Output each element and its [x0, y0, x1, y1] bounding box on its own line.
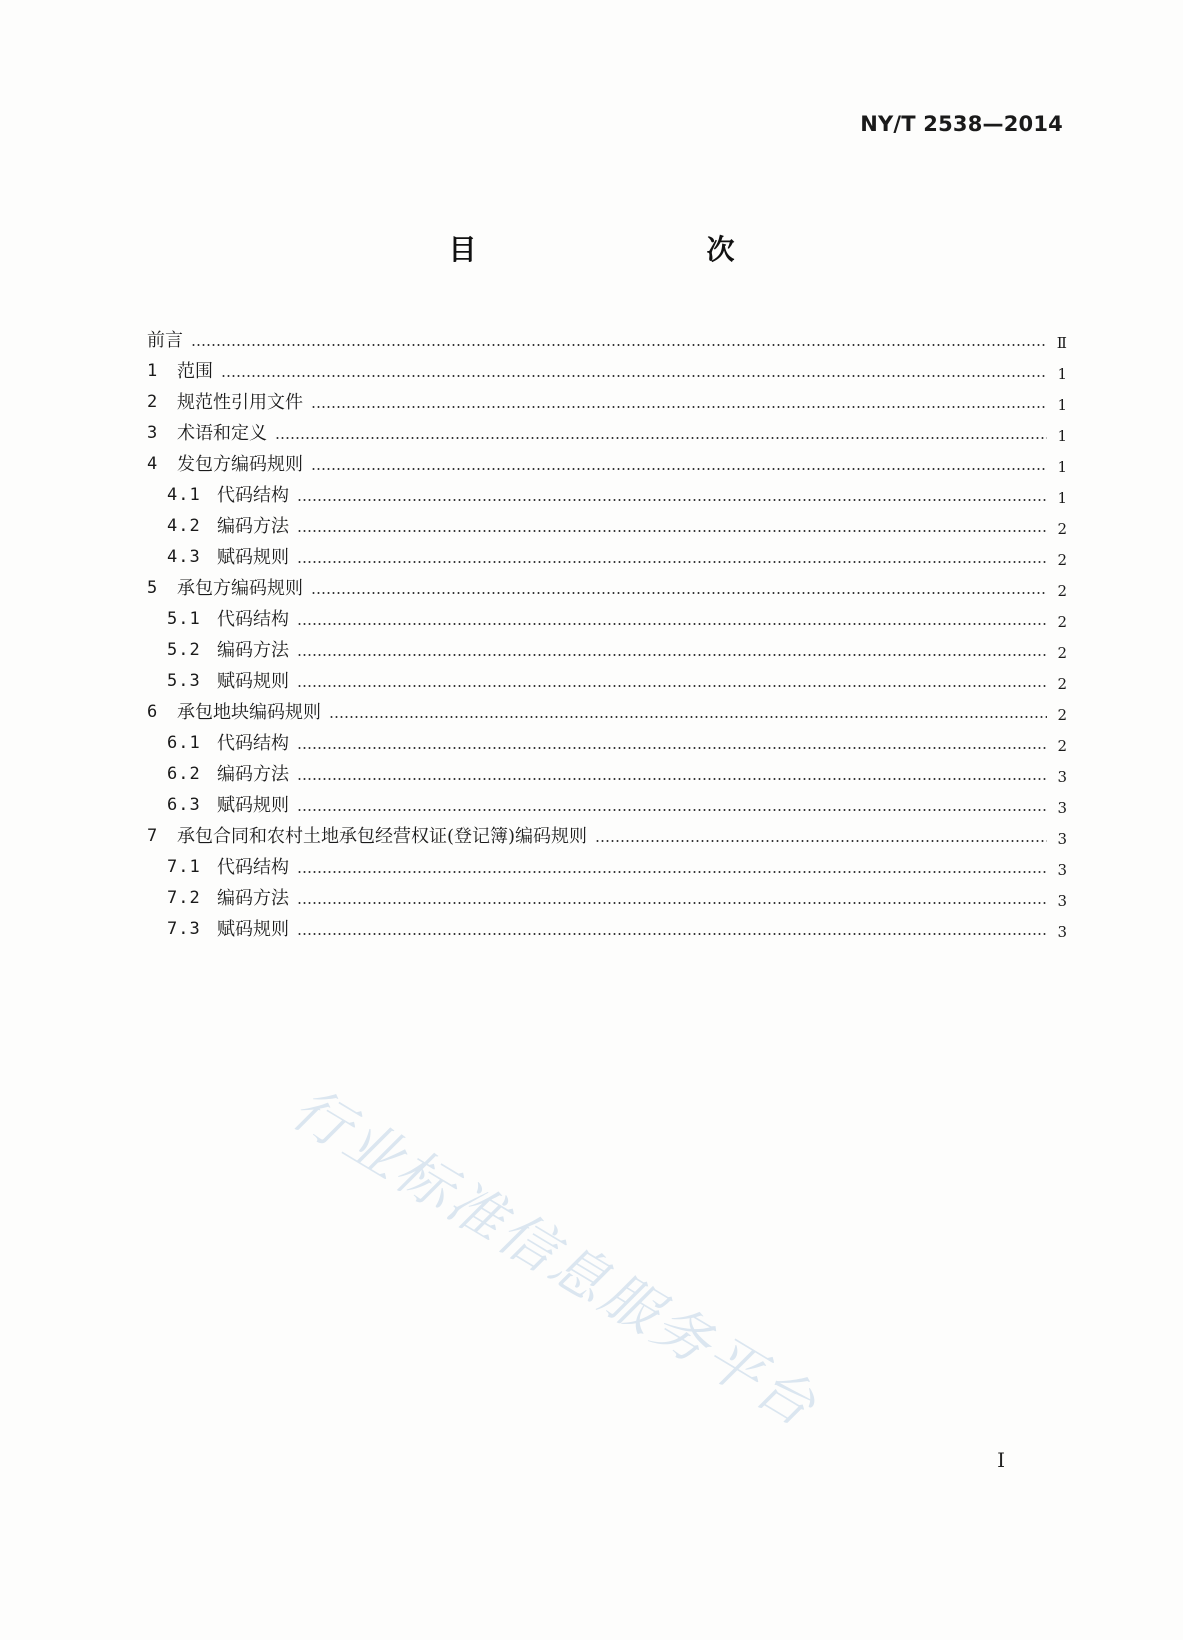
- toc-entry[interactable]: [147, 635, 1067, 666]
- toc-entry-number: 5.3: [167, 671, 201, 691]
- toc-leader-dots: [297, 809, 1047, 811]
- toc-entry[interactable]: [147, 449, 1067, 480]
- toc-entry[interactable]: [147, 480, 1067, 511]
- toc-entry-number: 4.2: [167, 516, 201, 536]
- toc-leader-dots: [297, 747, 1047, 749]
- toc-entry[interactable]: [147, 852, 1067, 883]
- toc-entry-title: 承包合同和农村土地承包经营权证(登记簿)编码规则: [177, 826, 588, 847]
- toc-entry-title: 编码方法: [217, 640, 289, 661]
- toc-entry-title: 承包方编码规则: [177, 578, 303, 599]
- toc-leader-dots: [275, 437, 1047, 439]
- toc-entry-title: 代码结构: [217, 609, 289, 630]
- toc-entry-page: 2: [1057, 737, 1067, 755]
- toc-entry[interactable]: [147, 604, 1067, 635]
- toc-entry-title: 范围: [177, 361, 213, 382]
- toc-entry-title: 编码方法: [217, 764, 289, 785]
- toc-entry-page: 3: [1057, 830, 1067, 848]
- standard-code: NY/T 2538—2014: [860, 112, 1063, 136]
- toc-leader-dots: [297, 685, 1047, 687]
- toc-leader-dots: [311, 406, 1047, 408]
- toc-entry-page: 2: [1057, 551, 1067, 569]
- toc-entry-page: 2: [1057, 520, 1067, 538]
- toc-entry-number: 5: [147, 578, 158, 598]
- toc-entry-page: 1: [1057, 396, 1067, 414]
- toc-entry[interactable]: [147, 356, 1067, 387]
- toc-entry-title: 代码结构: [217, 485, 289, 506]
- toc-entry-number: 1: [147, 361, 158, 381]
- toc-leader-dots: [329, 716, 1047, 718]
- toc-entry-title: 代码结构: [217, 857, 289, 878]
- toc-entry-number: 6: [147, 702, 158, 722]
- toc-entry-title: 赋码规则: [217, 795, 289, 816]
- toc-entry-number: 7.3: [167, 919, 201, 939]
- toc-entry-number: 6.1: [167, 733, 201, 753]
- toc-entry-number: 6.3: [167, 795, 201, 815]
- toc-entry-title: 编码方法: [217, 888, 289, 909]
- toc-entry-page: 1: [1057, 489, 1067, 507]
- toc-entry-number: 3: [147, 423, 158, 443]
- toc-entry-title: 前言: [147, 330, 183, 351]
- toc-entry-page: 1: [1057, 427, 1067, 445]
- toc-title: 目 次: [448, 233, 793, 266]
- toc-entry-page: 2: [1057, 613, 1067, 631]
- toc-entry-number: 4.3: [167, 547, 201, 567]
- toc-entry-title: 编码方法: [217, 516, 289, 537]
- toc-entry-title: 赋码规则: [217, 919, 289, 940]
- table-of-contents: [147, 325, 1067, 945]
- toc-entry-number: 6.2: [167, 764, 201, 784]
- toc-leader-dots: [297, 902, 1047, 904]
- toc-entry-number: 4: [147, 454, 158, 474]
- page-number: Ⅰ: [997, 1448, 1005, 1472]
- toc-entry[interactable]: [147, 418, 1067, 449]
- toc-entry[interactable]: [147, 883, 1067, 914]
- toc-entry-page: Ⅱ: [1056, 334, 1067, 352]
- toc-entry-title: 规范性引用文件: [177, 392, 303, 413]
- toc-entry[interactable]: [147, 790, 1067, 821]
- toc-entry-page: 3: [1057, 768, 1067, 786]
- toc-entry-number: 7.1: [167, 857, 201, 877]
- toc-entry[interactable]: [147, 573, 1067, 604]
- toc-leader-dots: [191, 344, 1047, 346]
- toc-entry-page: 1: [1057, 365, 1067, 383]
- toc-entry-page: 3: [1057, 892, 1067, 910]
- toc-entry-number: 7.2: [167, 888, 201, 908]
- toc-leader-dots: [221, 375, 1047, 377]
- toc-entry-title: 赋码规则: [217, 547, 289, 568]
- toc-entry-title: 承包地块编码规则: [177, 702, 321, 723]
- toc-entry-number: 5.2: [167, 640, 201, 660]
- toc-entry-number: 2: [147, 392, 158, 412]
- toc-leader-dots: [297, 561, 1047, 563]
- watermark: 行业标准信息服务平台: [280, 1075, 829, 1441]
- toc-entry-number: 5.1: [167, 609, 201, 629]
- toc-leader-dots: [297, 778, 1047, 780]
- toc-entry-page: 3: [1057, 799, 1067, 817]
- toc-leader-dots: [311, 592, 1047, 594]
- toc-entry-page: 2: [1057, 675, 1067, 693]
- toc-leader-dots: [297, 623, 1047, 625]
- toc-entry-page: 2: [1057, 644, 1067, 662]
- toc-entry-page: 2: [1057, 582, 1067, 600]
- toc-entry[interactable]: [147, 697, 1067, 728]
- toc-entry[interactable]: [147, 666, 1067, 697]
- toc-entry[interactable]: [147, 914, 1067, 945]
- toc-entry[interactable]: [147, 387, 1067, 418]
- toc-entry-page: 3: [1057, 923, 1067, 941]
- toc-leader-dots: [311, 468, 1047, 470]
- toc-entry-title: 代码结构: [217, 733, 289, 754]
- toc-entry[interactable]: [147, 728, 1067, 759]
- toc-entry[interactable]: [147, 759, 1067, 790]
- toc-entry-title: 发包方编码规则: [177, 454, 303, 475]
- toc-entry[interactable]: [147, 325, 1067, 356]
- toc-leader-dots: [297, 499, 1047, 501]
- toc-entry-page: 1: [1057, 458, 1067, 476]
- toc-entry[interactable]: [147, 511, 1067, 542]
- toc-entry-title: 赋码规则: [217, 671, 289, 692]
- toc-entry-page: 3: [1057, 861, 1067, 879]
- toc-entry[interactable]: [147, 542, 1067, 573]
- toc-entry[interactable]: [147, 821, 1067, 852]
- toc-leader-dots: [595, 840, 1047, 842]
- toc-leader-dots: [297, 654, 1047, 656]
- toc-entry-number: 4.1: [167, 485, 201, 505]
- toc-leader-dots: [297, 933, 1047, 935]
- toc-leader-dots: [297, 871, 1047, 873]
- toc-entry-number: 7: [147, 826, 158, 846]
- toc-leader-dots: [297, 530, 1047, 532]
- toc-entry-page: 2: [1057, 706, 1067, 724]
- toc-entry-title: 术语和定义: [177, 423, 267, 444]
